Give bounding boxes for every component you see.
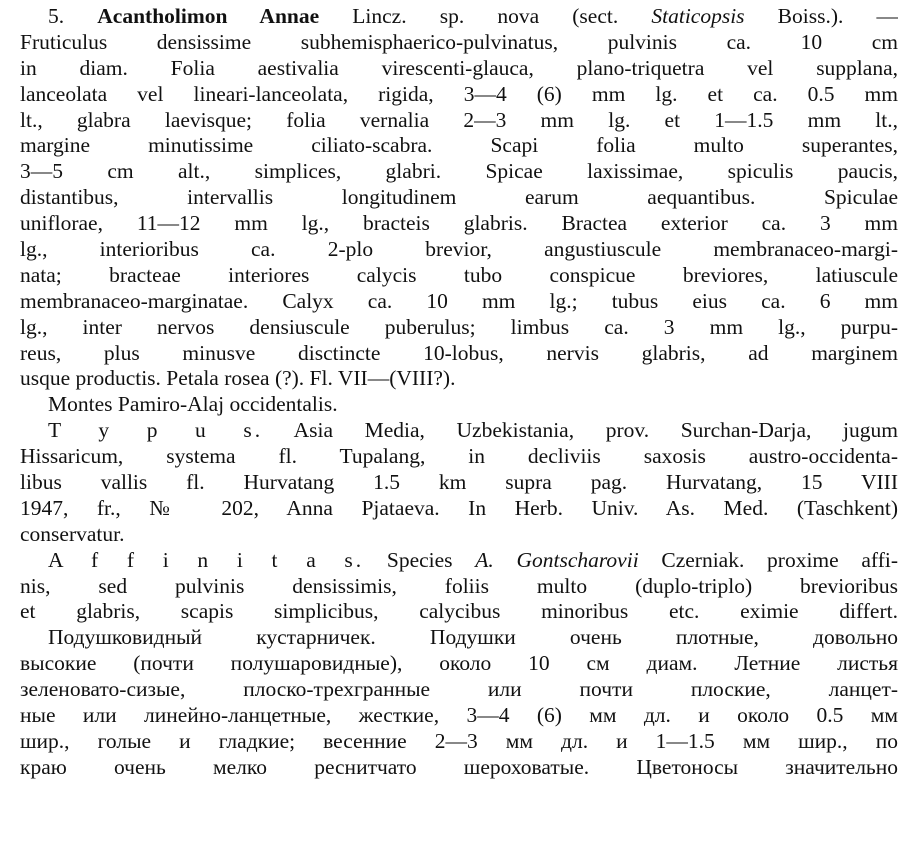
text-run: nis, sed pulvinis densissimis, foliis multo (duplo-triplo) brevioribus bbox=[20, 573, 898, 598]
text-line bbox=[20, 496, 898, 522]
text-line bbox=[20, 522, 898, 548]
text-run: nata; bracteae interiores calycis tubo conspicue breviores, latiuscule bbox=[20, 262, 898, 287]
text-line bbox=[20, 108, 898, 134]
text-line bbox=[20, 444, 898, 470]
text-run: membranaceo-marginatae. Calyx ca. 10 mm lg.; tubus eius ca. 6 mm bbox=[20, 288, 898, 313]
species-description-latin-paragraph bbox=[20, 4, 898, 392]
text-run: краю очень мелко реснитчато шероховатые. Цветоносы значительно bbox=[20, 754, 898, 779]
text-run: usque productis. Petala rosea (?). Fl. VII—(VIII?). bbox=[20, 366, 456, 391]
section-heading: T y p u s. bbox=[48, 418, 264, 443]
text-run: 5. bbox=[48, 4, 98, 28]
text-run: Hissaricum, systema fl. Tupalang, in decliviis saxosis austro-occidenta- bbox=[20, 444, 898, 469]
distribution-paragraph bbox=[20, 392, 898, 418]
text-line bbox=[20, 315, 898, 341]
text-line bbox=[20, 133, 898, 159]
document-page bbox=[20, 4, 898, 781]
text-line bbox=[20, 211, 898, 237]
text-run: Fruticulus densissime subhemisphaerico-pulvinatus, pulvinis ca. 10 cm bbox=[20, 29, 898, 54]
text-line bbox=[20, 159, 898, 185]
text-run: lanceolata vel lineari-lanceolata, rigida, 3—4 (6) mm lg. et ca. 0.5 mm bbox=[20, 81, 898, 106]
text-run: reus, plus minusve disctincte 10-lobus, nervis glabris, ad marginem bbox=[20, 340, 898, 365]
text-run: Species bbox=[364, 547, 476, 572]
text-run: libus vallis fl. Hurvatang 1.5 km supra pag. Hurvatang, 15 VIII bbox=[20, 470, 898, 495]
text-line bbox=[20, 237, 898, 263]
text-line bbox=[20, 677, 898, 703]
italic-taxon: Staticopsis bbox=[651, 4, 745, 28]
text-run: lt., glabra laevisque; folia vernalia 2—3 mm lg. et 1—1.5 mm lt., bbox=[20, 107, 898, 132]
text-line bbox=[20, 289, 898, 315]
section-heading: A f f i n i t a s. bbox=[48, 547, 365, 572]
text-run: in diam. Folia aestivalia virescenti-glauca, plano-triquetra vel supplana, bbox=[20, 55, 898, 80]
typus-paragraph bbox=[20, 418, 898, 547]
text-line bbox=[20, 366, 898, 392]
text-run: зеленовато-сизые, плоско-трехгранные или почти плоские, ланцет- bbox=[20, 677, 898, 702]
text-run: 1947, fr., № 202, Anna Pjataeva. In Herb. Univ. As. Med. (Taschkent) bbox=[20, 495, 898, 520]
text-run: et glabris, scapis simplicibus, calycibus minoribus etc. eximie differt. bbox=[20, 599, 898, 624]
text-run: высокие (почти полушаровидные), около 10 см диам. Летние листья bbox=[20, 651, 898, 676]
italic-taxon: A. Gontscharovii bbox=[475, 547, 639, 572]
text-line bbox=[20, 548, 898, 574]
text-run: Asia Media, Uzbekistania, prov. Surchan-Darja, jugum bbox=[263, 418, 898, 443]
text-line bbox=[20, 341, 898, 367]
text-run: 3—5 cm alt., simplices, glabri. Spicae laxissimae, spiculis paucis, bbox=[20, 159, 898, 184]
text-line bbox=[20, 4, 898, 30]
text-line bbox=[20, 185, 898, 211]
text-run: lg., inter nervos densiuscule puberulus; limbus ca. 3 mm lg., purpu- bbox=[20, 314, 898, 339]
text-run: шир., голые и гладкие; весенние 2—3 мм дл. и 1—1.5 мм шир., по bbox=[20, 728, 898, 753]
text-line bbox=[20, 418, 898, 444]
text-line bbox=[20, 82, 898, 108]
text-run: margine minutissime ciliato-scabra. Scapi folia multo superantes, bbox=[20, 133, 898, 158]
text-line bbox=[20, 651, 898, 677]
species-name: Acantholimon Annae bbox=[97, 4, 320, 28]
species-description-russian-paragraph bbox=[20, 625, 898, 780]
text-line bbox=[20, 703, 898, 729]
text-line bbox=[20, 625, 898, 651]
text-line bbox=[20, 574, 898, 600]
text-line bbox=[20, 729, 898, 755]
text-line bbox=[20, 755, 898, 781]
text-line bbox=[20, 263, 898, 289]
text-run: lg., interioribus ca. 2-plo brevior, angustiuscule membranaceo-margi- bbox=[20, 237, 898, 262]
text-run: Montes Pamiro-Alaj occidentalis. bbox=[48, 392, 338, 417]
text-line bbox=[20, 470, 898, 496]
text-run: distantibus, intervallis longitudinem earum aequantibus. Spiculae bbox=[20, 185, 898, 210]
text-run: Подушковидный кустарничек. Подушки очень плотные, довольно bbox=[48, 625, 898, 650]
text-run: Czerniak. proxime affi- bbox=[638, 547, 898, 572]
text-run: uniflorae, 11—12 mm lg., bracteis glabris. Bractea exterior ca. 3 mm bbox=[20, 211, 898, 236]
text-line bbox=[20, 599, 898, 625]
text-line bbox=[20, 56, 898, 82]
text-run: Lincz. sp. nova (sect. bbox=[319, 4, 652, 28]
affinitas-paragraph bbox=[20, 548, 898, 626]
text-run: ные или линейно-ланцетные, жесткие, 3—4 (6) мм дл. и около 0.5 мм bbox=[20, 703, 898, 728]
text-run: conservatur. bbox=[20, 521, 125, 546]
text-line bbox=[20, 392, 898, 418]
text-line bbox=[20, 30, 898, 56]
text-run: Boiss.). — bbox=[744, 4, 898, 28]
